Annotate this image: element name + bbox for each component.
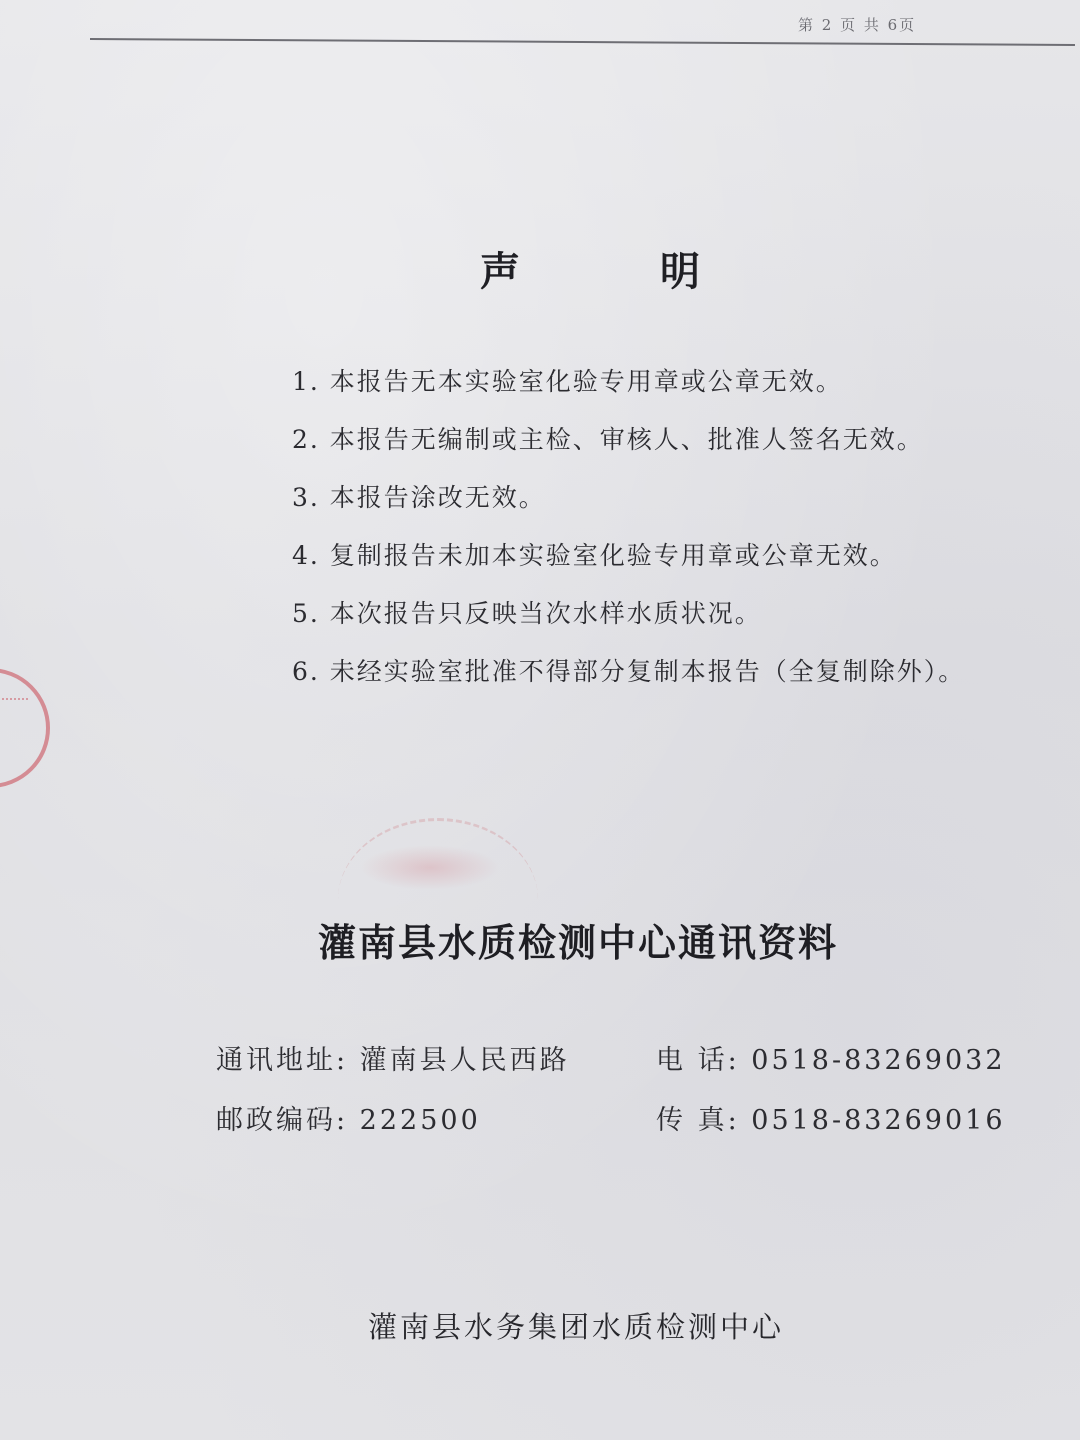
declaration-title [480,240,700,297]
contact-fax: 传 真: 0518-83269016 [656,1105,1006,1136]
faint-seal-mark [360,845,500,890]
declaration-title-char-1: 声 [480,248,520,295]
page-indicator: 第 2 页 共 6页 [798,16,917,34]
declaration-item: 4. 复制报告未加本实验室化验专用章或公章无效。 [292,541,897,570]
contact-section-title: 灌南县水质检测中心通讯资料 [318,920,839,965]
contact-phone: 电 话: 0518-83269032 [656,1045,1006,1076]
header-rule [90,38,1075,46]
declaration-item: 6. 未经实验室批准不得部分复制本报告（全复制除外）。 [292,657,966,686]
declaration-title-char-2: 明 [660,248,700,295]
declaration-item: 5. 本次报告只反映当次水样水质状况。 [292,599,762,628]
declaration-list [292,362,965,710]
declaration-item: 2. 本报告无编制或主检、审核人、批准人签名无效。 [292,425,924,454]
red-seal-stamp [0,668,50,788]
contact-address: 通讯地址: 灌南县人民西路 [216,1045,570,1076]
organization-name: 灌南县水务集团水质检测中心 [368,1310,785,1344]
contact-postcode: 邮政编码: 222500 [216,1105,481,1136]
declaration-item: 1. 本报告无本实验室化验专用章或公章无效。 [292,367,843,396]
declaration-item: 3. 本报告涂改无效。 [292,483,546,512]
seal-stamp-detail [0,698,28,762]
